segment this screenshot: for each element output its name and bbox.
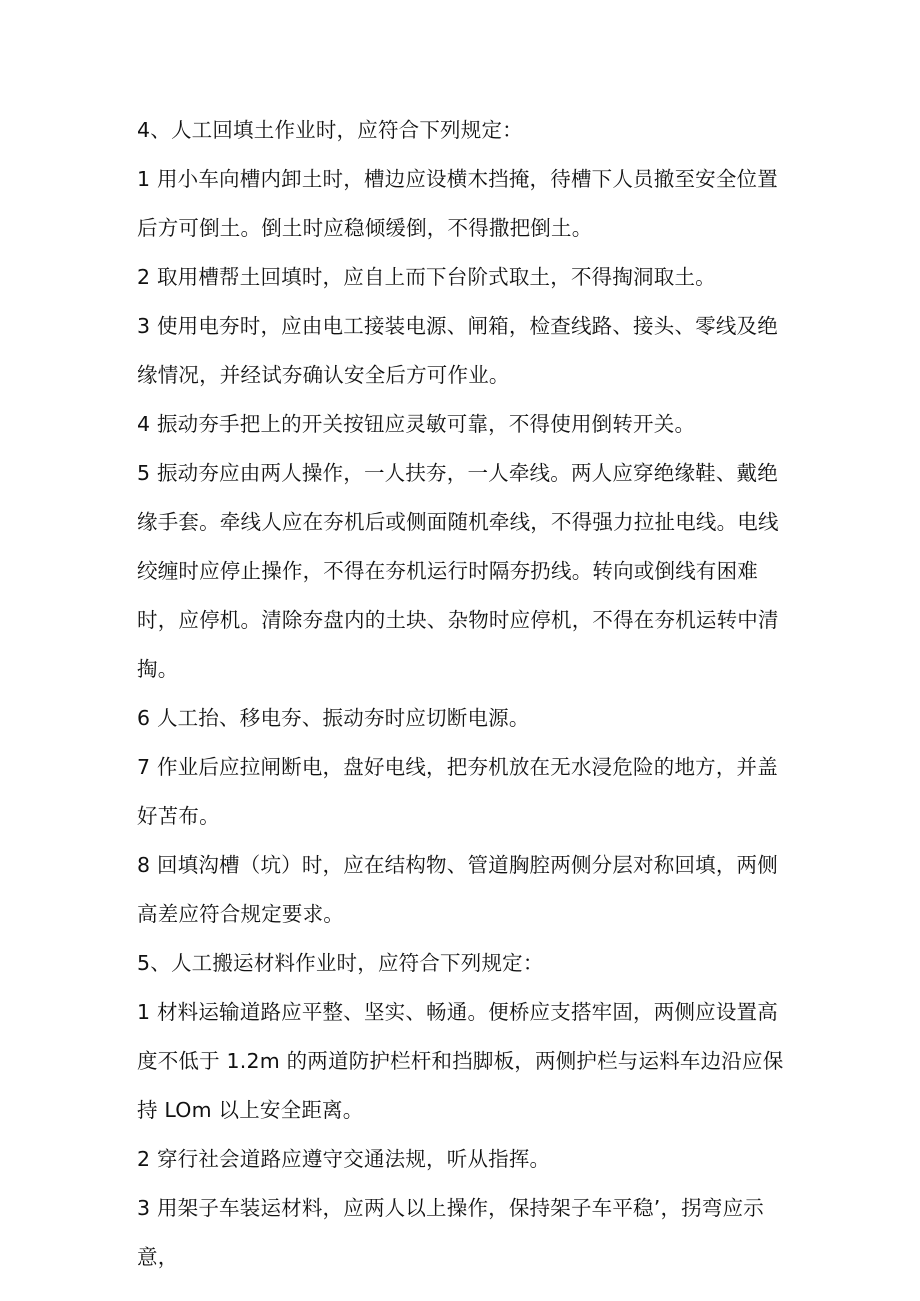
- document-body: [137, 106, 797, 1282]
- paragraph-5-2: 2 穿行社会道路应遵守交通法规，听从指挥。: [137, 1147, 551, 1171]
- paragraph-4-8: 8 回填沟槽（坑）时，应在结构物、管道胸腔两侧分层对称回填，两侧高差应符合规定要求。: [137, 853, 778, 926]
- paragraph-4-1: 1 用小车向槽内卸土时，槽边应设横木挡掩，待槽下人员撤至安全位置后方可倒土。倒土时应稳倾缓倒，不得撒把倒土。: [137, 167, 778, 240]
- paragraph-section-5-heading: 5、人工搬运材料作业时，应符合下列规定：: [137, 951, 544, 975]
- paragraph-4-4: 4 振动夯手把上的开关按钮应灵敏可靠，不得使用倒转开关。: [137, 412, 696, 436]
- paragraph-5-3: 3 用架子车装运材料，应两人以上操作，保持架子车平稳’，拐弯应示意，: [137, 1196, 764, 1269]
- paragraph-section-4-heading: 4、人工回填土作业时，应符合下列规定：: [137, 118, 523, 142]
- paragraph-5-1: 1 材料运输道路应平整、坚实、畅通。便桥应支搭牢固，两侧应设置高度不低于 1.2m 的两道防护栏杆和挡脚板，两侧护栏与运料车边沿应保持 LOm 以上安全距离。: [137, 1000, 784, 1122]
- paragraph-4-5: 5 振动夯应由两人操作，一人扶夯，一人牵线。两人应穿绝缘鞋、戴绝缘手套。牵线人应在夯机后或侧面随机牵线，不得强力拉扯电线。电线绞缠时应停止操作，不得在夯机运行时隔夯扔线。转向或倒线有困难时，应停机。清除夯盘内的土块、杂物时应停机，不得在夯机运转中清掏。: [137, 461, 779, 681]
- paragraph-4-6: 6 人工抬、移电夯、振动夯时应切断电源。: [137, 706, 530, 730]
- paragraph-4-2: 2 取用槽帮土回填时，应自上而下台阶式取土，不得掏洞取土。: [137, 265, 716, 289]
- paragraph-4-7: 7 作业后应拉闸断电，盘好电线，把夯机放在无水浸危险的地方，并盖好苫布。: [137, 755, 778, 828]
- paragraph-4-3: 3 使用电夯时，应由电工接装电源、闸箱，检查线路、接头、零线及绝缘情况，并经试夯确认安全后方可作业。: [137, 314, 778, 387]
